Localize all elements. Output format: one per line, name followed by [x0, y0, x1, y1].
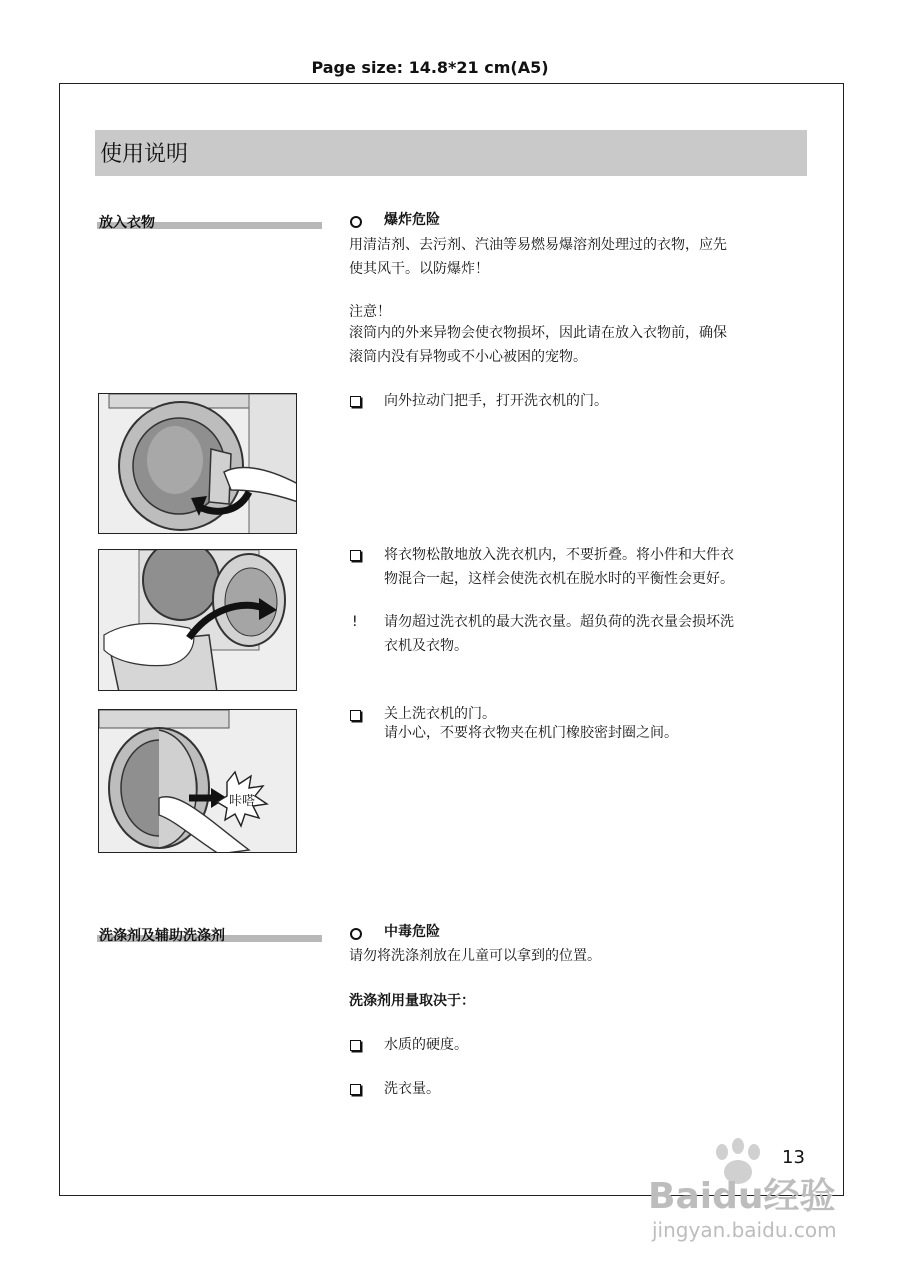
checkbox-bullet-icon	[350, 550, 361, 561]
illustration-load-laundry	[98, 549, 297, 691]
circle-bullet-icon	[350, 928, 362, 940]
step-load-line1: 将衣物松散地放入洗衣机内，不要折叠。将小件和大件衣	[384, 547, 734, 563]
washer-door-close-drawing	[99, 710, 297, 853]
note-text-line2: 滚筒内没有异物或不小心被困的宠物。	[349, 349, 587, 365]
watermark-brand: Baidu经验	[648, 1176, 836, 1217]
checkbox-bullet-icon	[350, 1084, 361, 1095]
illustration-open-door	[98, 393, 297, 534]
washer-door-open-drawing	[99, 394, 297, 534]
checkbox-bullet-icon	[350, 710, 361, 721]
note-title: 注意！	[349, 304, 391, 320]
warning-line2: 衣机及衣物。	[384, 638, 468, 654]
note-text-line1: 滚筒内的外来异物会使衣物损坏，因此请在放入衣物前，确保	[349, 325, 727, 341]
step-open-door: 向外拉动门把手，打开洗衣机的门。	[384, 393, 608, 409]
dosage-item-load: 洗衣量。	[384, 1081, 440, 1097]
washer-loading-drawing	[99, 550, 297, 691]
warning-mark: !	[352, 614, 358, 630]
page-number: 13	[782, 1147, 805, 1168]
page-size-label: Page size: 14.8*21 cm(A5)	[311, 58, 549, 77]
checkbox-bullet-icon	[350, 396, 361, 407]
circle-bullet-icon	[350, 216, 362, 228]
dosage-title: 洗涤剂用量取决于：	[349, 993, 475, 1009]
danger-text-line2: 使其风干。以防爆炸！	[349, 261, 489, 277]
click-sound-label: 咔嗒	[229, 794, 256, 809]
dosage-item-water-hardness: 水质的硬度。	[384, 1037, 468, 1053]
danger-poison-text: 请勿将洗涤剂放在儿童可以拿到的位置。	[349, 948, 601, 964]
step-close-door-caution: 请小心，不要将衣物夹在机门橡胶密封圈之间。	[384, 725, 678, 741]
checkbox-bullet-icon	[350, 1040, 361, 1051]
warning-line1: 请勿超过洗衣机的最大洗衣量。超负荷的洗衣量会损坏洗	[384, 614, 734, 630]
step-close-door: 关上洗衣机的门。	[384, 706, 496, 722]
side-heading-detergent: 洗涤剂及辅助洗涤剂	[99, 928, 225, 944]
illustration-close-door	[98, 709, 297, 853]
danger-text-line1: 用清洁剂、去污剂、汽油等易燃易爆溶剂处理过的衣物，应先	[349, 237, 727, 253]
danger-title-poison: 中毒危险	[384, 924, 440, 940]
side-heading-load-laundry: 放入衣物	[99, 215, 155, 231]
step-load-line2: 物混合一起，这样会使洗衣机在脱水时的平衡性会更好。	[384, 571, 734, 587]
section-title: 使用说明	[100, 142, 189, 167]
danger-title-explosion: 爆炸危险	[384, 212, 440, 228]
watermark-url: jingyan.baidu.com	[652, 1218, 837, 1242]
section-header-bar	[95, 130, 807, 176]
